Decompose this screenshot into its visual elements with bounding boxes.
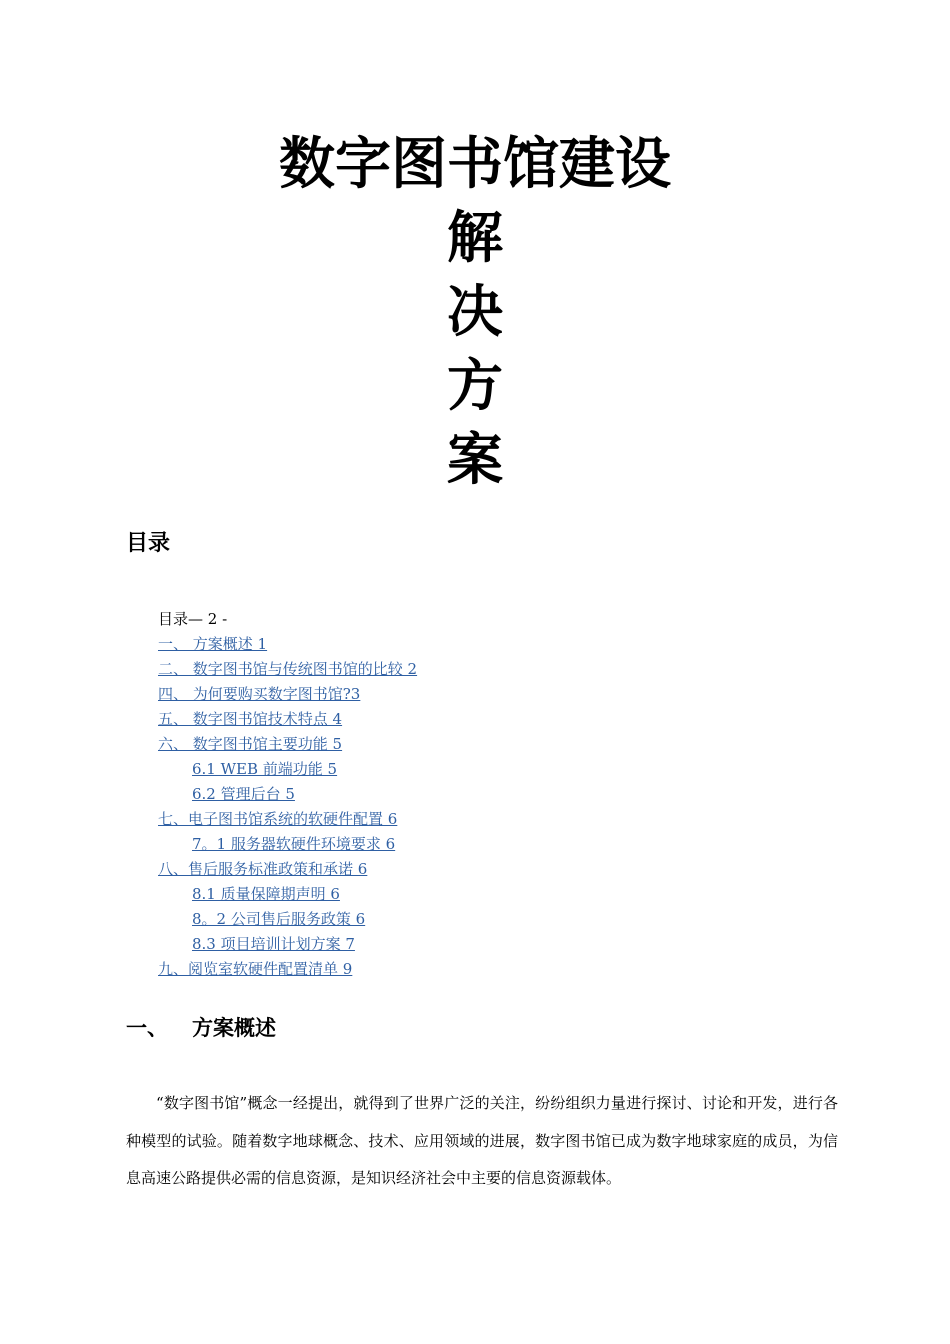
section-heading <box>126 1014 276 1042</box>
toc-link[interactable]: 九、阅览室软硬件配置清单 9 <box>158 960 353 978</box>
title-line: 数字图书馆建设 <box>279 132 671 197</box>
section-title: 方案概述 <box>192 1016 276 1040</box>
toc-link[interactable]: 8.3 项目培训计划方案 7 <box>192 935 355 953</box>
toc-link[interactable]: 八、售后服务标准政策和承诺 6 <box>158 860 368 878</box>
title-line: 方 <box>447 354 503 419</box>
toc-first-line: 目录— 2 - <box>158 610 228 628</box>
title-line: 解 <box>447 206 503 271</box>
body-paragraph: “数字图书馆”概念一经提出，就得到了世界广泛的关注，纷纷组织力量进行探讨、讨论和开发，进行各种模型的试验。随着数字地球概念、技术、应用领域的进展，数字图书馆已成为数字地球家庭的成员，为信息高速公路提供必需的信息资源，是知识经济社会中主要的信息资源载体。 <box>126 1094 838 1187</box>
document-title <box>0 128 950 498</box>
toc-link[interactable]: 一、 方案概述 1 <box>158 635 268 653</box>
title-line: 决 <box>447 280 503 345</box>
toc-heading: 目录 <box>126 531 171 556</box>
toc-link[interactable]: 6.1 WEB 前端功能 5 <box>192 760 338 778</box>
toc-link[interactable]: 7。1 服务器软硬件环境要求 6 <box>192 835 396 853</box>
table-of-contents <box>158 607 417 982</box>
toc-link[interactable]: 六、 数字图书馆主要功能 5 <box>158 735 343 753</box>
section-number: 一、 <box>126 1016 168 1040</box>
toc-link[interactable]: 五、 数字图书馆技术特点 4 <box>158 710 343 728</box>
toc-link[interactable]: 6.2 管理后台 5 <box>192 785 295 803</box>
toc-link[interactable]: 8.1 质量保障期声明 6 <box>192 885 340 903</box>
toc-link[interactable]: 四、 为何要购买数字图书馆?3 <box>158 685 361 703</box>
toc-link[interactable]: 8。2 公司售后服务政策 6 <box>192 910 366 928</box>
title-line: 案 <box>447 428 503 493</box>
toc-link[interactable]: 二、 数字图书馆与传统图书馆的比较 2 <box>158 660 418 678</box>
toc-link[interactable]: 七、电子图书馆系统的软硬件配置 6 <box>158 810 398 828</box>
